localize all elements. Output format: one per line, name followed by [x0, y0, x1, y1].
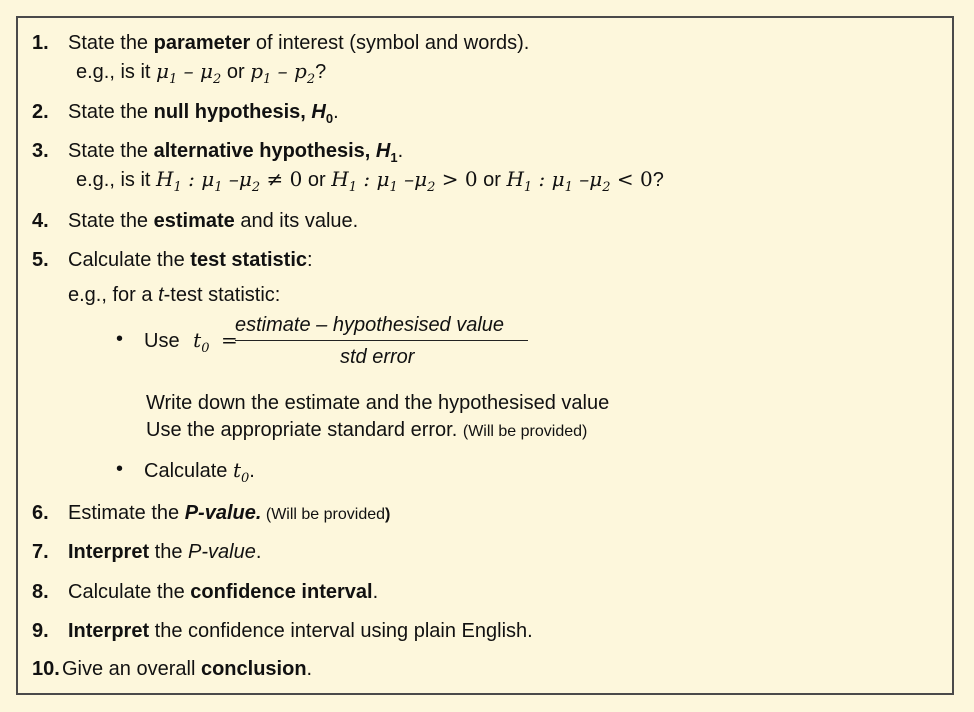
- step-5-text: Calculate the test statistic:: [68, 249, 313, 271]
- step-8-text: Calculate the confidence interval.: [68, 581, 379, 603]
- step-1-number: 1.: [32, 32, 49, 54]
- bullet-2-text: Calculate $t_0$.: [144, 458, 255, 486]
- bullet-1-text: Use $t_0$ =: [144, 328, 238, 356]
- step-10-text: Give an overall conclusion.: [62, 658, 313, 680]
- bullet-1: •: [116, 328, 124, 350]
- step-9-number: 9.: [32, 620, 49, 642]
- step-7-text: Interpret the P-value.: [68, 541, 262, 563]
- bullet-2: •: [116, 458, 124, 480]
- step-7-number: 7.: [32, 541, 49, 563]
- step-1-text: State the parameter of interest (symbol and words).: [68, 32, 530, 54]
- step-10-number: 10.: [32, 658, 60, 680]
- step-6-text: Estimate the P-value. (Will be provided): [68, 502, 391, 524]
- step-6-number: 6.: [32, 502, 49, 524]
- standard-error-line: Use the appropriate standard error. (Will be provided): [146, 419, 588, 441]
- step-3-example: e.g., is it $H_1$ : $\mu_1$ $-\mu_2 \ne 0$ or $H_1$ : $\mu_1$ $-\mu_2 > 0$ or $H_1$ : $\mu_1$ $-\mu_2 < 0$?: [76, 167, 664, 195]
- step-2-number: 2.: [32, 101, 49, 123]
- step-4-number: 4.: [32, 210, 49, 232]
- step-3-text: State the alternative hypothesis, $H_1$.: [68, 140, 404, 165]
- step-1-example: e.g., is it $\mu_1 - \mu_2$ or $p_1 - p_2$?: [76, 59, 327, 87]
- procedure-box: [16, 16, 954, 695]
- step-4-text: State the estimate and its value.: [68, 210, 359, 232]
- fraction-bar: [235, 340, 528, 341]
- step-9-text: Interpret the confidence interval using plain English.: [68, 620, 533, 642]
- step-5-subtext: e.g., for a t-test statistic:: [68, 284, 281, 306]
- step-5-number: 5.: [32, 249, 49, 271]
- step-3-number: 3.: [32, 140, 49, 162]
- fraction-numerator: estimate – hypothesised value: [235, 314, 505, 336]
- step-2-text: State the null hypothesis, $H_0$.: [68, 101, 339, 126]
- write-down-line: Write down the estimate and the hypothesised value: [146, 392, 610, 414]
- step-8-number: 8.: [32, 581, 49, 603]
- fraction-denominator: std error: [340, 346, 415, 368]
